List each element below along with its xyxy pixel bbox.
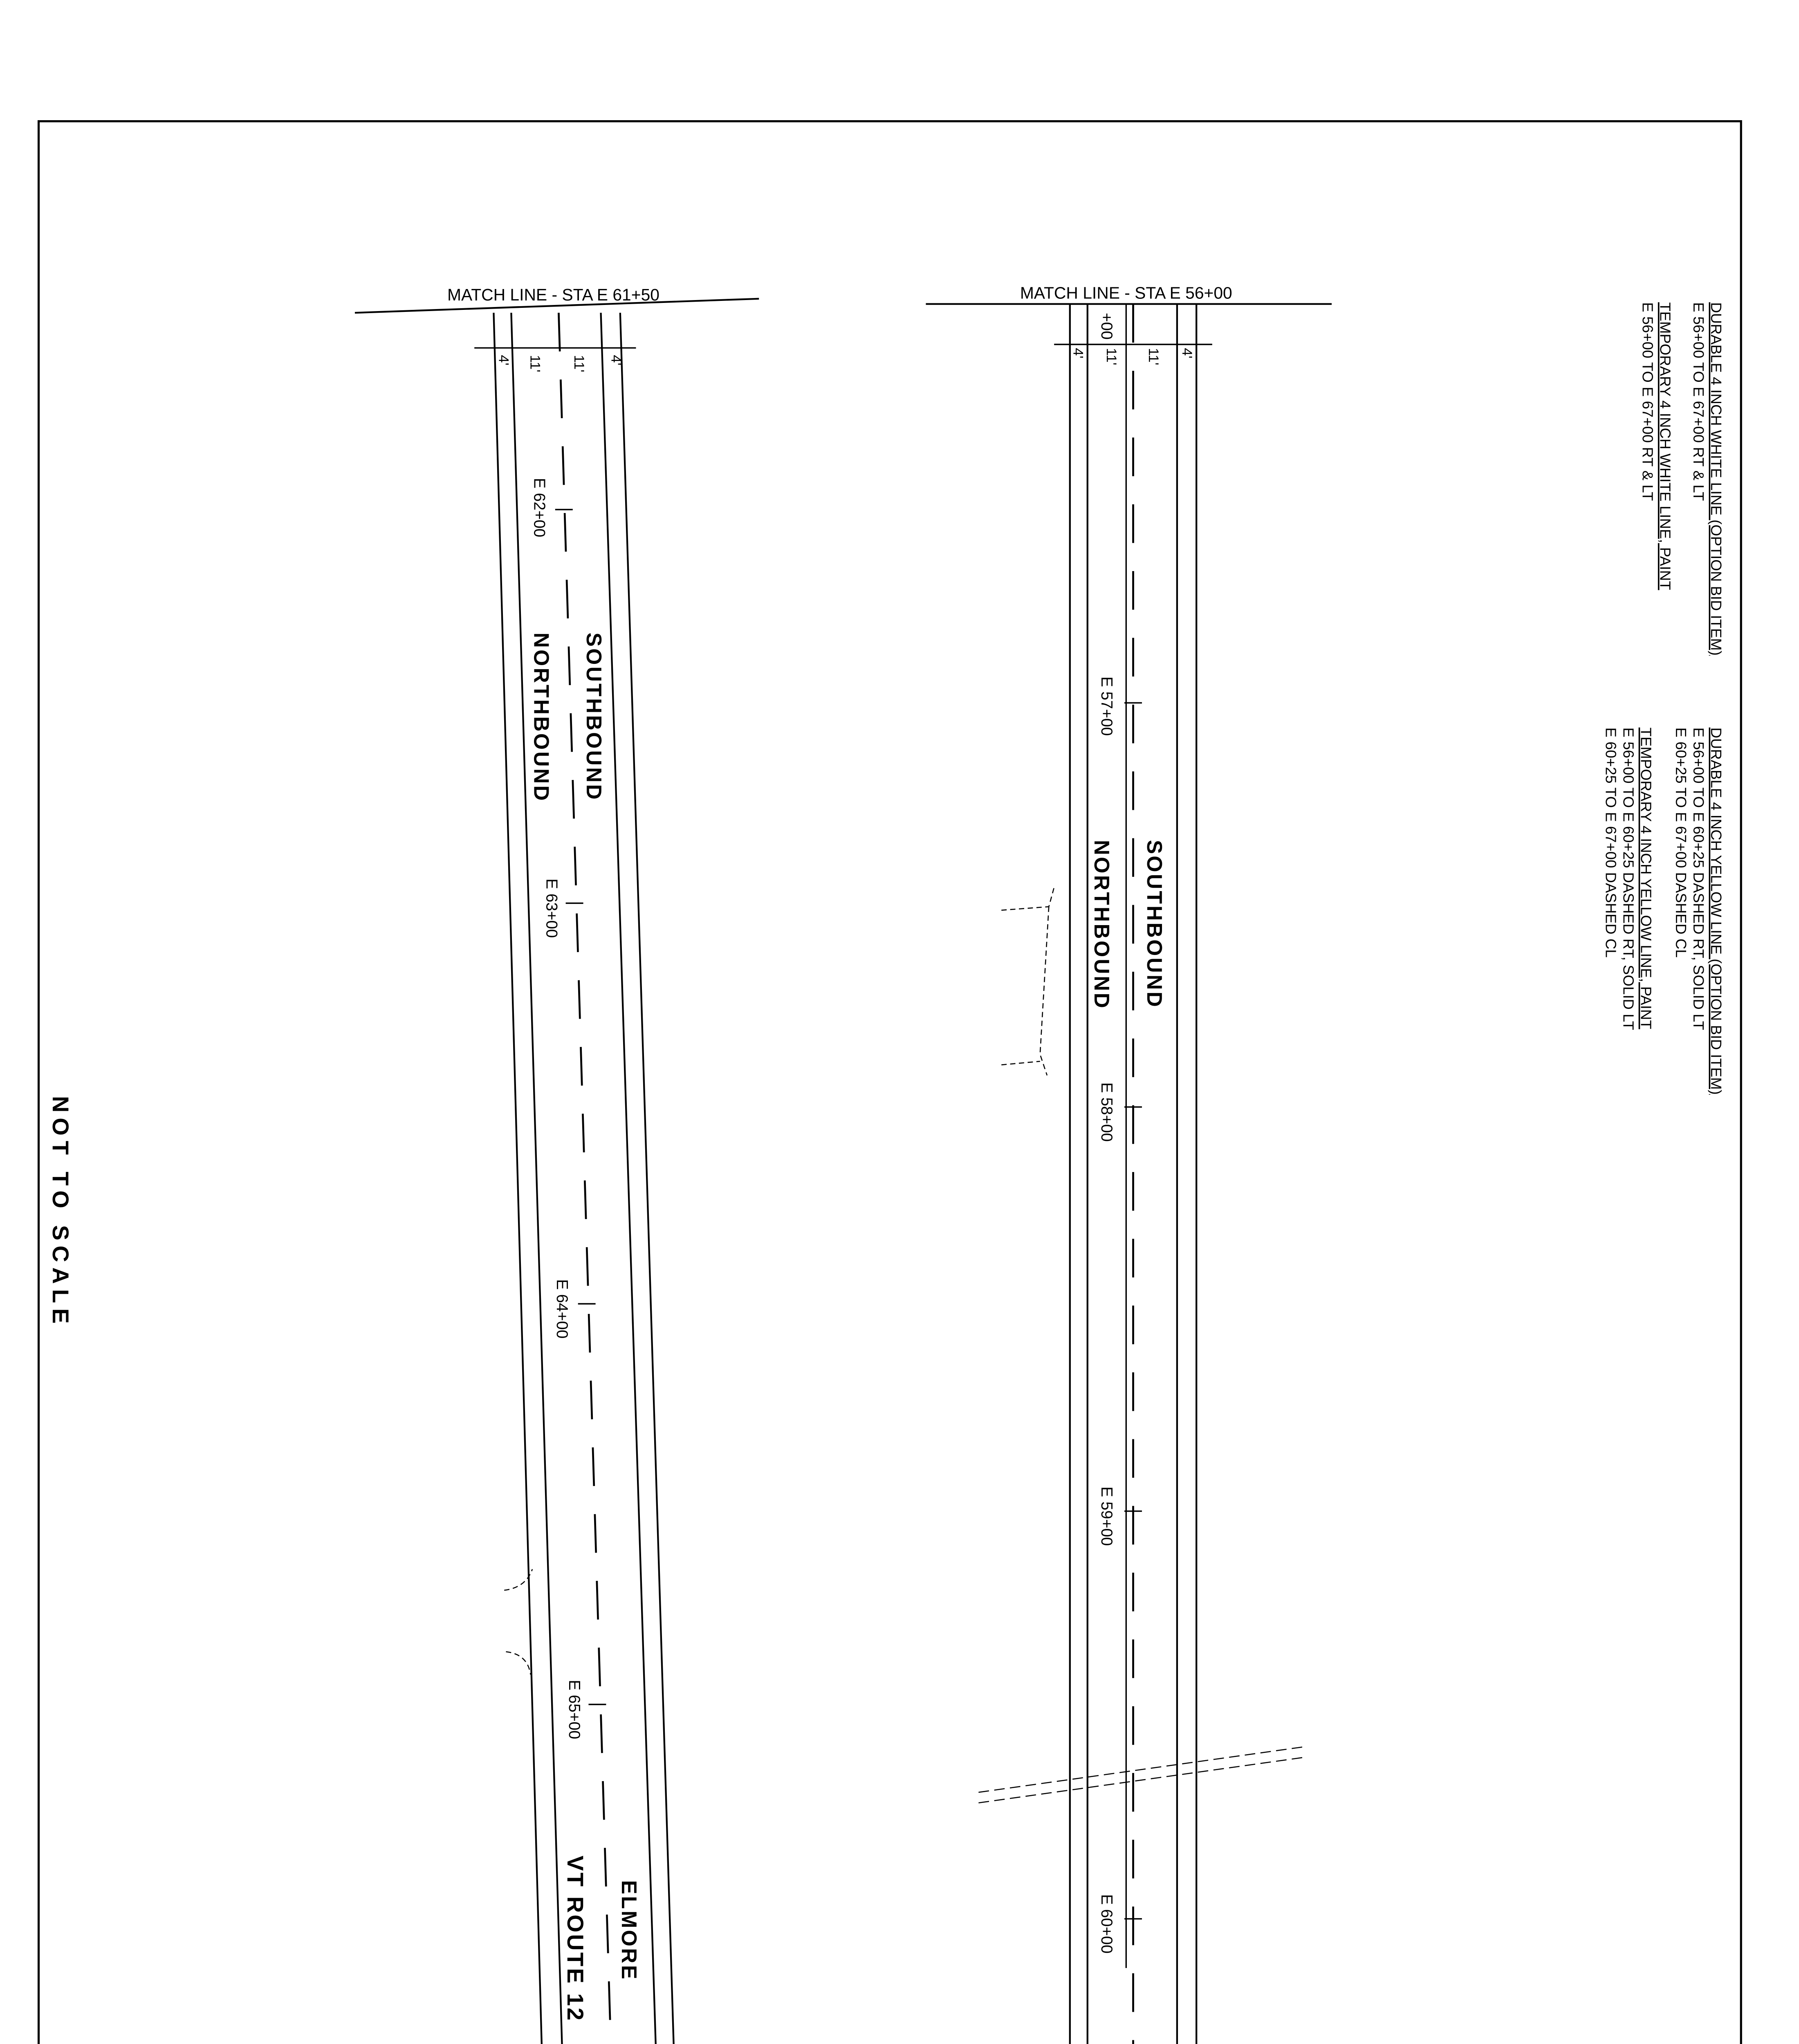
station-label-right-3: E 59+00 <box>1098 1486 1116 1546</box>
dim-top-right-4: 4' <box>1179 348 1195 359</box>
plan-right <box>926 284 1516 2044</box>
pavement-marking-notes <box>1602 302 1725 1095</box>
note-temp-white-title: TEMPORARY 4 INCH WHITE LINE, PAINT <box>1657 302 1674 590</box>
sheet-border <box>39 121 1741 2044</box>
dim-top-right-1: 4' <box>1070 348 1086 359</box>
note-temp-white-range: E 56+00 TO E 67+00 RT & LT <box>1639 302 1656 501</box>
station-label-right-1: E 57+00 <box>1098 676 1116 736</box>
match-line-top-left-label: MATCH LINE - STA E 61+50 <box>447 285 659 305</box>
dim-top-left-4: 4' <box>608 355 624 365</box>
station-label-left-4: E 65+00 <box>565 1680 583 1739</box>
shoulder-line-left <box>511 313 576 2044</box>
note-temp-yellow-title: TEMPORARY 4 INCH YELLOW LINE, PAINT <box>1637 727 1655 1029</box>
note-yellow-title: DURABLE 4 INCH YELLOW LINE (OPTION BID ITEM) <box>1708 727 1725 1095</box>
southbound-label-right: SOUTHBOUND <box>1142 840 1166 1009</box>
utility-crossing <box>978 1747 1305 1803</box>
edge-of-pavement-left-outer <box>493 313 555 2044</box>
station-label-right-2: E 58+00 <box>1098 1082 1116 1142</box>
note-temp-yellow-line1: E 56+00 TO E 60+25 DASHED RT, SOLID LT <box>1620 727 1637 1030</box>
shoulder-line-right <box>601 313 671 2044</box>
plan-left <box>355 285 922 2044</box>
dim-top-right-3: 11' <box>1146 348 1162 365</box>
dim-top-left-2: 11' <box>527 355 543 372</box>
note-yellow-line2: E 60+25 TO E 67+00 DASHED CL <box>1673 727 1690 958</box>
not-to-scale-label: NOT TO SCALE <box>47 1096 74 1329</box>
station-label-left-2: E 63+00 <box>543 879 561 938</box>
dim-top-left-3: 11' <box>571 355 587 372</box>
station-label-right-top-partial: +00 <box>1098 313 1116 340</box>
note-white-title: DURABLE 4 INCH WHITE LINE (OPTION BID ITEM) <box>1708 302 1725 656</box>
town-label-left: ELMORE <box>617 1880 642 1981</box>
station-label-right-4: E 60+00 <box>1098 1894 1116 1954</box>
dim-top-left-1: 4' <box>496 355 511 365</box>
northbound-label-right: NORTHBOUND <box>1090 840 1114 1010</box>
note-white-range: E 56+00 TO E 67+00 RT & LT <box>1690 302 1707 501</box>
note-temp-yellow-line2: E 60+25 TO E 67+00 DASHED CL <box>1602 727 1620 958</box>
match-line-top-right-label: MATCH LINE - STA E 56+00 <box>1020 283 1232 303</box>
edge-of-pavement-right-outer <box>620 313 689 2044</box>
southbound-label-left: SOUTHBOUND <box>582 632 606 801</box>
driveway-right <box>1001 888 1054 1076</box>
note-yellow-line1: E 56+00 TO E 60+25 DASHED RT, SOLID LT <box>1690 727 1707 1030</box>
route-label-left: VT ROUTE 12 <box>562 1856 588 2022</box>
station-label-left-1: E 62+00 <box>530 478 548 538</box>
dim-top-right-2: 11' <box>1104 348 1119 365</box>
station-label-left-3: E 64+00 <box>553 1279 571 1339</box>
northbound-label-left: NORTHBOUND <box>529 632 554 802</box>
centerline-left <box>559 313 625 2044</box>
